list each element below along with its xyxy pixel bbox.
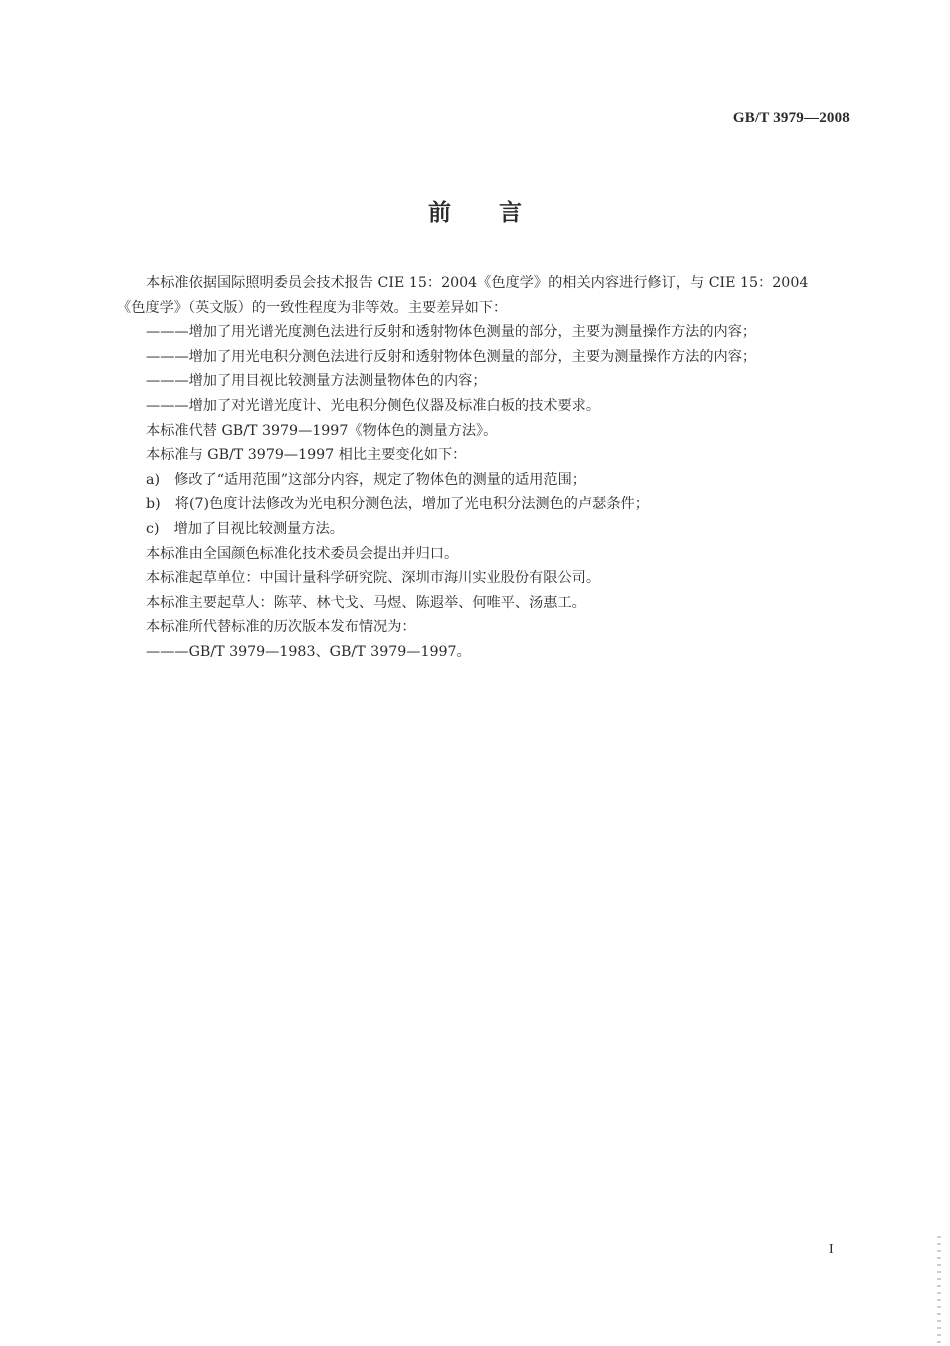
difference-item: ———增加了对光谱光度计、光电积分侧色仪器及标准白板的技术要求。 [146,397,601,414]
change-item-b: b) 将(7)色度计法修改为光电积分测色法，增加了光电积分法测色的卢瑟条件； [146,496,649,513]
paragraph-replaces: 本标准代替 GB/T 3979—1997《物体色的测量方法》。 [146,422,498,439]
paragraph-changes: 本标准与 GB/T 3979—1997 相比主要变化如下： [146,447,467,464]
history-item: ———GB/T 3979—1983、GB/T 3979—1997。 [146,643,471,660]
change-item-a: a) 修改了“适用范围”这部分内容，规定了物体色的测量的适用范围； [146,471,586,488]
paragraph-proposer: 本标准由全国颜色标准化技术委员会提出并归口。 [146,545,459,562]
difference-item: ———增加了用目视比较测量方法测量物体色的内容； [146,373,487,390]
difference-item: ———增加了用光电积分测色法进行反射和透射物体色测量的部分，主要为测量操作方法的内容； [146,348,757,365]
difference-item: ———增加了用光谱光度测色法进行反射和透射物体色测量的部分，主要为测量操作方法的内容； [146,324,757,341]
document-code: GB/T 3979—2008 [732,110,850,126]
paragraph-intro: 本标准依据国际照明委员会技术报告 CIE 15：2004《色度学》的相关内容进行修订，与 CIE 15：2004 [146,275,809,291]
paragraph-drafters: 本标准主要起草人：陈苹、林弋戈、马煜、陈遐举、何唯平、汤惠工。 [146,594,586,611]
foreword-body [117,271,850,665]
change-item-c: c) 增加了目视比较测量方法。 [146,520,344,537]
paragraph-history: 本标准所代替标准的历次版本发布情况为： [146,619,416,636]
scan-edge-marks [937,1236,941,1346]
page-title: 前言 [428,200,570,226]
paragraph-drafting-units: 本标准起草单位：中国计量科学研究院、深圳市海川实业股份有限公司。 [146,570,601,587]
page-number: I [829,1242,834,1257]
paragraph-intro-continued: 《色度学》（英文版）的一致性程度为非等效。主要差异如下： [117,299,508,316]
